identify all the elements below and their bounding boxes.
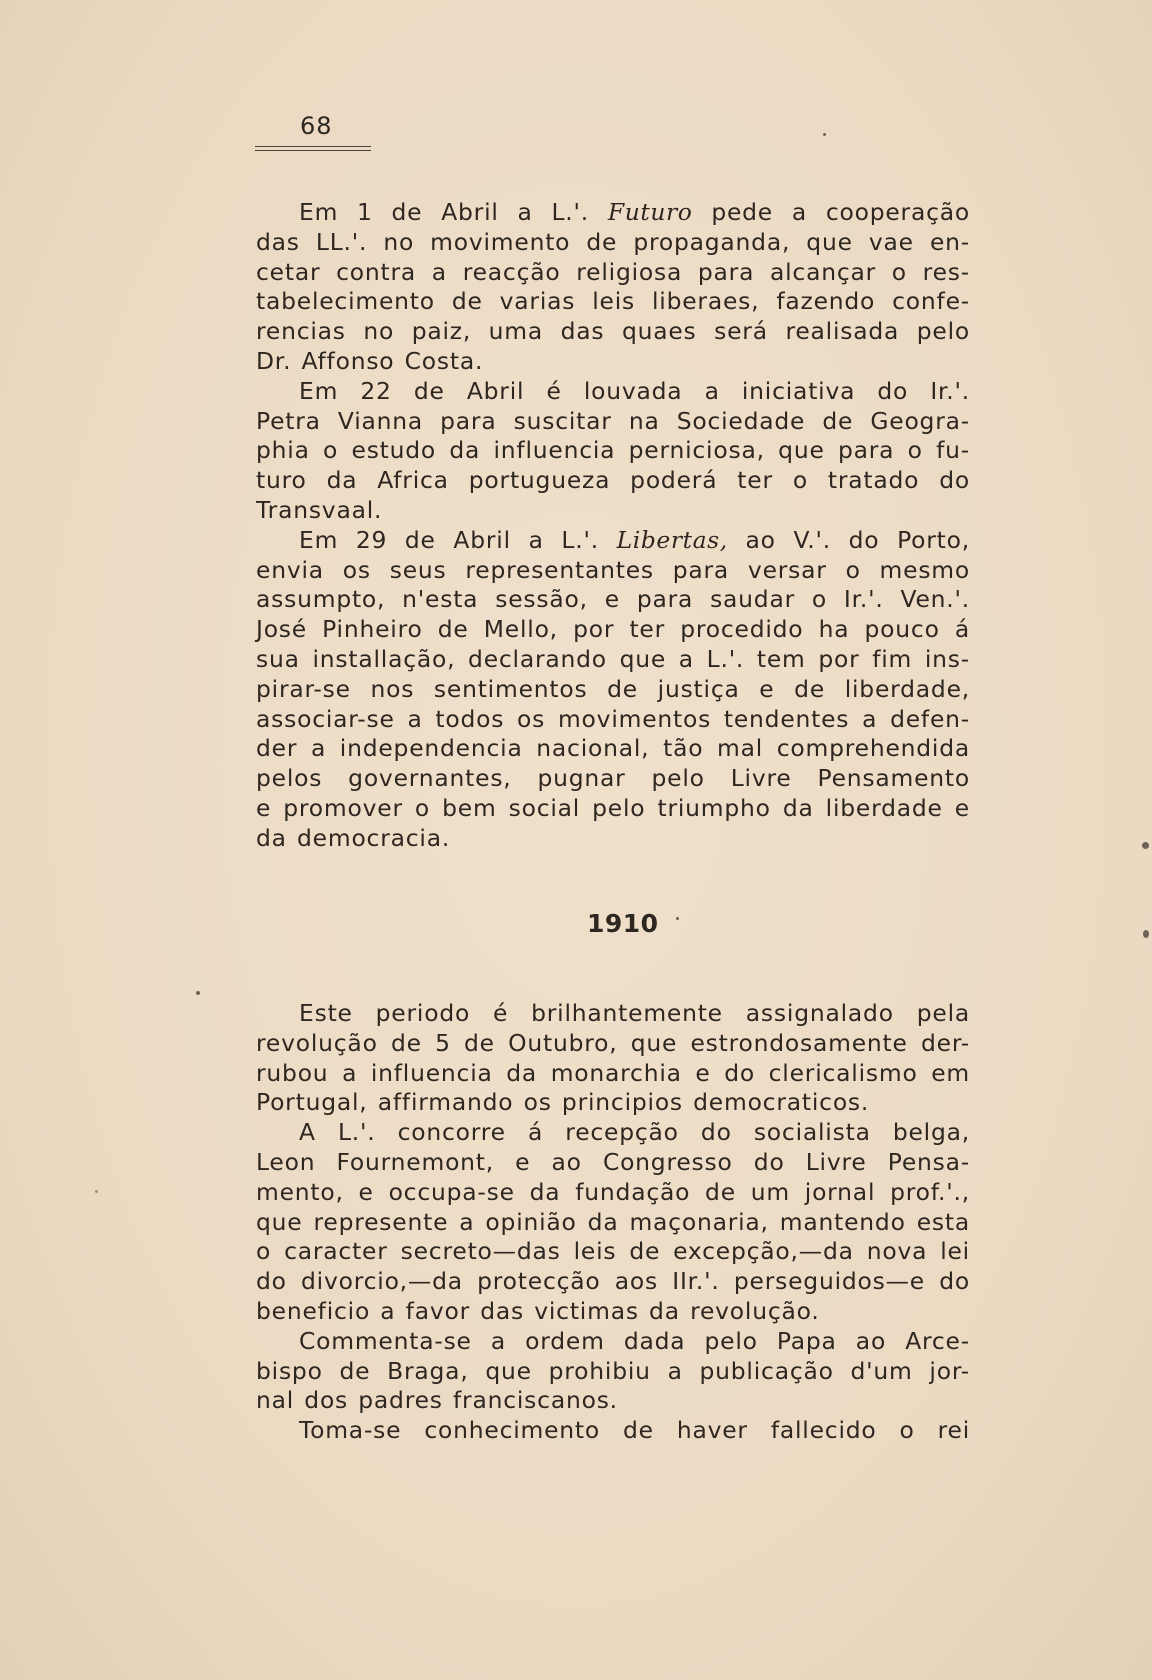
- text-segment: revolução de 5 de Outubro, que estrondosamente der-: [256, 1028, 970, 1057]
- text-segment: do divorcio,—da protecção aos IIr.'. perseguidos—e do: [256, 1267, 970, 1296]
- text-line: [256, 198, 970, 228]
- page-number: 68: [300, 112, 333, 140]
- text-line: [256, 1088, 970, 1118]
- text-segment: rubou a influencia da monarchia e do clericalismo em: [256, 1058, 970, 1087]
- text-line: [256, 1237, 970, 1267]
- text-segment: associar-se a todos os movimentos tendentes a defen-: [256, 704, 970, 733]
- text-line: [256, 1059, 970, 1089]
- text-line: [256, 287, 970, 317]
- text-line: [256, 999, 970, 1029]
- text-line: [256, 526, 970, 556]
- text-segment: envia os seus representantes para versar o mesmo: [256, 555, 970, 584]
- text-segment: Leon Fournemont, e ao Congresso do Livre Pensa-: [256, 1147, 970, 1176]
- text-segment: das LL.'. no movimento de propaganda, que vae en-: [256, 227, 970, 256]
- text-line: [256, 1267, 970, 1297]
- text-segment: Toma-se conhecimento de haver fallecido o rei: [299, 1416, 970, 1445]
- text-line: [256, 794, 970, 824]
- page-number-rule: [255, 146, 371, 147]
- text-line: [256, 466, 970, 496]
- text-line: [256, 1327, 970, 1357]
- text-line: [256, 615, 970, 645]
- text-segment: A L.'. concorre á recepção do socialista belga,: [299, 1118, 970, 1147]
- text-segment: Commenta-se a ordem dada pelo Papa ao Arce-: [299, 1326, 970, 1355]
- text-line: [256, 1208, 970, 1238]
- text-line: [256, 705, 970, 735]
- italic-lodge-name: Futuro: [607, 198, 693, 226]
- text-line: [256, 764, 970, 794]
- year-heading: 1910: [587, 909, 659, 938]
- text-segment: Petra Vianna para suscitar na Sociedade de Geogra-: [256, 406, 970, 435]
- text-segment: turo da Africa portugueza poderá ter o tratado do: [256, 466, 970, 495]
- text-block-1910: [256, 999, 970, 1446]
- text-line: [256, 1148, 970, 1178]
- paper-speck: [1143, 930, 1149, 938]
- text-line: [256, 675, 970, 705]
- text-line: [256, 258, 970, 288]
- text-line: [256, 317, 970, 347]
- text-line: [256, 347, 970, 377]
- text-line: [256, 377, 970, 407]
- text-segment: e promover o bem social pelo triumpho da liberdade e: [256, 793, 970, 822]
- italic-lodge-name: Libertas,: [616, 525, 728, 554]
- text-segment: tabelecimento de varias leis liberaes, fazendo confe-: [256, 287, 970, 316]
- text-line: [256, 645, 970, 675]
- text-line: [256, 1118, 970, 1148]
- paper-speck: [823, 133, 826, 136]
- text-segment: que represente a opinião da maçonaria, mantendo esta: [256, 1207, 970, 1236]
- text-segment: beneficio a favor das victimas da revolução.: [256, 1296, 820, 1325]
- text-line: [256, 407, 970, 437]
- text-segment: da democracia.: [256, 823, 451, 852]
- text-segment: Portugal, affirmando os principios democraticos.: [256, 1088, 870, 1117]
- text-segment: pede a cooperação: [692, 198, 970, 226]
- text-segment: mento, e occupa-se da fundação de um jornal prof.'.,: [256, 1177, 970, 1206]
- paper-speck: [1142, 842, 1149, 849]
- text-segment: phia o estudo da influencia perniciosa, que para o fu-: [256, 436, 970, 465]
- page-number-rule-second: [255, 150, 371, 151]
- text-segment: pelos governantes, pugnar pelo Livre Pensamento: [256, 764, 970, 793]
- text-segment: bispo de Braga, que prohibiu a publicação d'um jor-: [256, 1356, 970, 1385]
- text-line: [256, 1357, 970, 1387]
- paper-speck: [676, 917, 679, 920]
- text-block-1909: [256, 198, 970, 854]
- text-segment: Transvaal.: [256, 495, 383, 524]
- text-segment: der a independencia nacional, tão mal comprehendida: [256, 734, 970, 763]
- text-line: [256, 824, 970, 854]
- text-segment: sua installação, declarando que a L.'. tem por fim ins-: [256, 644, 970, 673]
- text-segment: ao V.'. do Porto,: [727, 525, 970, 554]
- text-line: [256, 496, 970, 526]
- text-line: [256, 556, 970, 586]
- text-line: [256, 585, 970, 615]
- text-segment: assumpto, n'esta sessão, e para saudar o Ir.'. Ven.'.: [256, 585, 970, 614]
- text-segment: cetar contra a reacção religiosa para alcançar o res-: [256, 257, 970, 286]
- paper-speck: [196, 991, 200, 995]
- text-line: [256, 1178, 970, 1208]
- paper-speck: [95, 1190, 98, 1193]
- text-line: [256, 1416, 970, 1446]
- text-segment: Em 22 de Abril é louvada a iniciativa do Ir.'.: [299, 376, 970, 405]
- text-line: [256, 734, 970, 764]
- text-line: [256, 1386, 970, 1416]
- text-segment: Este periodo é brilhantemente assignalado pela: [299, 999, 970, 1027]
- text-line: [256, 436, 970, 466]
- text-segment: Dr. Affonso Costa.: [256, 346, 484, 375]
- text-segment: Em 29 de Abril a L.'.: [299, 525, 617, 554]
- text-segment: José Pinheiro de Mello, por ter procedido ha pouco á: [256, 615, 970, 644]
- text-segment: rencias no paiz, uma das quaes será realisada pelo: [256, 317, 970, 346]
- text-segment: Em 1 de Abril a L.'.: [299, 198, 608, 226]
- text-segment: nal dos padres franciscanos.: [256, 1386, 618, 1415]
- text-line: [256, 1029, 970, 1059]
- text-segment: pirar-se nos sentimentos de justiça e de liberdade,: [256, 674, 970, 703]
- text-segment: o caracter secreto—das leis de excepção,—da nova lei: [256, 1237, 970, 1266]
- text-line: [256, 1297, 970, 1327]
- text-line: [256, 228, 970, 258]
